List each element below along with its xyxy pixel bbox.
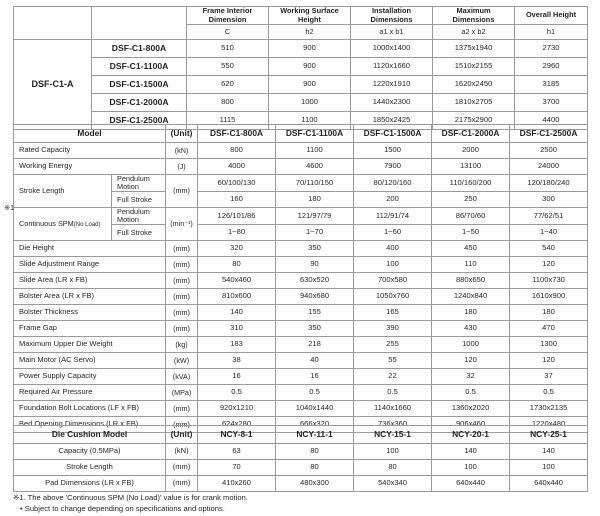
table1-c-0: 510 [187,40,269,58]
table1-h2-0: 900 [269,40,351,58]
table1-h2-2: 900 [269,76,351,94]
table-row [14,273,588,289]
cell-rated-capacity-4: 2500 [510,143,588,159]
cell-stroke-pendulum-2: 80/120/160 [354,175,432,192]
cell-bolster-thickness-4: 180 [510,305,588,321]
cell-slide-area-1: 630x520 [276,273,354,289]
cell-power-supply-3: 32 [432,369,510,385]
row-label-bed-opening-dimensions: Bed Opening Dimensions (LR x FB) [14,417,166,433]
die-cushion-table [13,425,588,492]
row-label-max-upper-die-weight: Maximum Upper Die Weight [14,337,166,353]
table3-model-0: NCY-8-1 [198,426,276,444]
cell-air-pressure-0: 0.5 [198,385,276,401]
table1-a1b1-4: 1850x2425 [351,112,433,130]
cell-slide-area-4: 1100x730 [510,273,588,289]
cell-main-motor-0: 38 [198,353,276,369]
table2-model-4: DSF-C1-2500A [510,125,588,143]
table2-model-1: DSF-C1-1100A [276,125,354,143]
cell-foundation-bolt-3: 1360x2020 [432,401,510,417]
row-unit-bolster-thickness: (mm) [166,305,198,321]
row-unit-working-energy: (J) [166,159,198,175]
table1-model-2: DSF-C1-1500A [92,76,187,94]
table1-model-1: DSF-C1-1100A [92,58,187,76]
row-unit-bed-opening-dimensions: (mm) [166,417,198,433]
cell-bed-opening-2: 736x360 [354,417,432,433]
cell-stroke-pendulum-0: 60/100/130 [198,175,276,192]
row-label-cushion-capacity: Capacity (0.5MPa) [14,444,166,460]
cell-bolster-area-1: 940x680 [276,289,354,305]
cell-working-energy-0: 4000 [198,159,276,175]
table2-header-unit: (Unit) [166,125,198,143]
table1-h1-4: 4400 [515,112,588,130]
table1-header-maximum-dimensions: Maximum Dimensions [433,7,515,25]
table2-model-2: DSF-C1-1500A [354,125,432,143]
table1-h2-4: 1100 [269,112,351,130]
cell-rated-capacity-2: 1500 [354,143,432,159]
cell-foundation-bolt-4: 1730x2135 [510,401,588,417]
cell-cushion-stroke-3: 100 [432,460,510,476]
row-unit-foundation-bolt-locations: (mm) [166,401,198,417]
table1-h1-2: 3185 [515,76,588,94]
table1-a2b2-0: 1375x1940 [433,40,515,58]
table1-header-installation-dimensions: Installation Dimensions [351,7,433,25]
row-label-power-supply-capacity: Power Supply Capacity [14,369,166,385]
cell-cushion-stroke-2: 80 [354,460,432,476]
table-row-header [14,7,588,25]
row-label-bolster-thickness: Bolster Thickness [14,305,166,321]
table1-sub-a2b2: a2 x b2 [433,25,515,40]
table1-header-working-surface-height: Working Surface Height [269,7,351,25]
table1-a1b1-0: 1000x1400 [351,40,433,58]
cell-pad-dimensions-4: 640x440 [510,476,588,492]
table3-model-1: NCY-11-1 [276,426,354,444]
table-row [14,257,588,273]
cell-cushion-capacity-0: 63 [198,444,276,460]
row-label-rated-capacity: Rated Capacity [14,143,166,159]
table-row [14,476,588,492]
row-unit-power-supply-capacity: (kVA) [166,369,198,385]
table2-model-0: DSF-C1-800A [198,125,276,143]
table-row [14,241,588,257]
table1-a1b1-1: 1120x1660 [351,58,433,76]
cell-frame-gap-4: 470 [510,321,588,337]
row-sublabel-stroke-pendulum: Pendulum Motion [112,175,166,192]
row-label-slide-area: Slide Area (LR x FB) [14,273,166,289]
row-unit-rated-capacity: (kN) [166,143,198,159]
cell-max-die-weight-2: 255 [354,337,432,353]
cell-main-motor-3: 120 [432,353,510,369]
cell-bolster-area-2: 1050x760 [354,289,432,305]
cell-working-energy-3: 13100 [432,159,510,175]
cell-bolster-thickness-3: 180 [432,305,510,321]
cell-bolster-area-4: 1610x900 [510,289,588,305]
cell-slide-area-0: 540x460 [198,273,276,289]
table1-sub-h2: h2 [269,25,351,40]
row-unit-max-upper-die-weight: (kg) [166,337,198,353]
row-label-foundation-bolt-locations: Foundation Bolt Locations (LF x FB) [14,401,166,417]
row-label-pad-dimensions: Pad Dimensions (LR x FB) [14,476,166,492]
table-row [14,159,588,175]
cell-frame-gap-1: 350 [276,321,354,337]
row-label-working-energy: Working Energy [14,159,166,175]
row-label-slide-adjustment-range: Slide Adjustment Range [14,257,166,273]
table1-sub-c: C [187,25,269,40]
cell-cushion-capacity-4: 140 [510,444,588,460]
table1-c-1: 550 [187,58,269,76]
cell-stroke-full-1: 180 [276,192,354,208]
table-row [14,401,588,417]
table-row [14,321,588,337]
table-row [14,385,588,401]
cell-stroke-pendulum-3: 110/160/200 [432,175,510,192]
table-row [14,337,588,353]
footnotes [13,492,587,514]
cell-slide-area-3: 880x650 [432,273,510,289]
table1-h1-0: 2730 [515,40,588,58]
table-row [14,460,588,476]
cell-working-energy-2: 7900 [354,159,432,175]
cell-bed-opening-4: 1220x480 [510,417,588,433]
table1-series-label: DSF-C1-A [14,40,92,130]
cell-stroke-full-2: 200 [354,192,432,208]
cell-air-pressure-3: 0.5 [432,385,510,401]
row-unit-slide-adjustment-range: (mm) [166,257,198,273]
table-row-header [14,426,588,444]
table3-model-2: NCY-15-1 [354,426,432,444]
table-row [14,208,588,225]
cell-max-die-weight-0: 183 [198,337,276,353]
cell-rated-capacity-1: 1100 [276,143,354,159]
cell-frame-gap-3: 430 [432,321,510,337]
row-label-continuous-spm-main: Continuous SPM [19,218,74,228]
table1-model-4: DSF-C1-2500A [92,112,187,130]
table-row [14,76,588,94]
cell-foundation-bolt-2: 1140x1660 [354,401,432,417]
cell-stroke-full-0: 160 [198,192,276,208]
cell-cushion-capacity-2: 100 [354,444,432,460]
row-sublabel-stroke-full: Full Stroke [112,192,166,208]
row-label-continuous-spm-sub: (No Load) [73,221,101,228]
cell-rated-capacity-3: 2000 [432,143,510,159]
cell-die-height-1: 350 [276,241,354,257]
table1-model-header [92,7,187,40]
table3-header-unit: (Unit) [166,426,198,444]
row-label-stroke-length: Stroke Length [14,175,112,208]
cell-cushion-capacity-1: 80 [276,444,354,460]
cell-slide-adjustment-2: 100 [354,257,432,273]
cell-slide-adjustment-1: 90 [276,257,354,273]
cell-spm-pendulum-0: 126/101/86 [198,208,276,225]
table1-model-0: DSF-C1-800A [92,40,187,58]
table1-a1b1-3: 1440x2300 [351,94,433,112]
cell-spm-pendulum-4: 77/62/51 [510,208,588,225]
cell-foundation-bolt-1: 1040x1440 [276,401,354,417]
row-label-cushion-stroke-length: Stroke Length [14,460,166,476]
cell-slide-adjustment-0: 80 [198,257,276,273]
cell-main-motor-4: 120 [510,353,588,369]
table1-sub-h1: h1 [515,25,588,40]
table1-c-4: 1115 [187,112,269,130]
cell-power-supply-0: 16 [198,369,276,385]
table1-h1-1: 2960 [515,58,588,76]
cell-spm-full-1: 1~70 [276,225,354,241]
cell-bolster-thickness-1: 155 [276,305,354,321]
dimensions-table [13,6,588,130]
cell-power-supply-2: 22 [354,369,432,385]
cell-bolster-thickness-0: 140 [198,305,276,321]
cell-air-pressure-4: 0.5 [510,385,588,401]
cell-bed-opening-0: 624x280 [198,417,276,433]
row-unit-frame-gap: (mm) [166,321,198,337]
table3-model-4: NCY-25-1 [510,426,588,444]
cell-pad-dimensions-1: 480x300 [276,476,354,492]
table1-h2-1: 900 [269,58,351,76]
row-label-die-height: Die Height [14,241,166,257]
cell-spm-full-2: 1~60 [354,225,432,241]
table3-model-3: NCY-20-1 [432,426,510,444]
table1-a1b1-2: 1220x1910 [351,76,433,94]
table-row [14,58,588,76]
cell-spm-pendulum-2: 112/91/74 [354,208,432,225]
row-unit-stroke-length: (mm) [166,175,198,208]
dimensions-table-wrapper [13,6,587,130]
table1-h2-3: 1000 [269,94,351,112]
specifications-table [13,124,588,433]
die-cushion-table-wrapper [13,425,587,492]
cell-foundation-bolt-0: 920x1210 [198,401,276,417]
cell-cushion-stroke-1: 80 [276,460,354,476]
table1-c-2: 620 [187,76,269,94]
cell-air-pressure-2: 0.5 [354,385,432,401]
table1-header-overall-height: Overall Height [515,7,588,25]
table-row [14,94,588,112]
cell-spm-pendulum-3: 86/70/60 [432,208,510,225]
table-row [14,143,588,159]
row-label-frame-gap: Frame Gap [14,321,166,337]
cell-frame-gap-2: 390 [354,321,432,337]
cell-stroke-full-3: 250 [432,192,510,208]
table1-header-frame-interior: Frame Interior Dimension [187,7,269,25]
cell-stroke-pendulum-1: 70/110/150 [276,175,354,192]
cell-die-height-0: 320 [198,241,276,257]
row-unit-die-height: (mm) [166,241,198,257]
cell-spm-full-3: 1~50 [432,225,510,241]
row-unit-main-motor: (kW) [166,353,198,369]
footnote-marker: ※1 [4,205,14,212]
cell-die-height-4: 540 [510,241,588,257]
table-row [14,305,588,321]
footnote-2: • Subject to change depending on specifications and options. [20,504,225,513]
cell-rated-capacity-0: 800 [198,143,276,159]
row-unit-bolster-area: (mm) [166,289,198,305]
table-row [14,353,588,369]
table-row [14,369,588,385]
row-unit-continuous-spm: (min⁻¹) [166,208,198,241]
cell-main-motor-1: 40 [276,353,354,369]
cell-cushion-capacity-3: 140 [432,444,510,460]
cell-bed-opening-1: 666x320 [276,417,354,433]
table2-model-3: DSF-C1-2000A [432,125,510,143]
cell-power-supply-4: 37 [510,369,588,385]
cell-working-energy-1: 4600 [276,159,354,175]
row-sublabel-spm-pendulum: Pendulum Motion [112,208,166,225]
cell-slide-area-2: 700x580 [354,273,432,289]
table1-sub-a1b1: a1 x b1 [351,25,433,40]
table1-c-3: 800 [187,94,269,112]
cell-spm-pendulum-1: 121/97/79 [276,208,354,225]
cell-pad-dimensions-0: 410x260 [198,476,276,492]
table1-a2b2-4: 2175x2900 [433,112,515,130]
cell-slide-adjustment-3: 110 [432,257,510,273]
row-sublabel-spm-full: Full Stroke [112,225,166,241]
cell-spm-full-4: 1~40 [510,225,588,241]
row-label-required-air-pressure: Required Air Pressure [14,385,166,401]
cell-die-height-2: 400 [354,241,432,257]
cell-cushion-stroke-0: 70 [198,460,276,476]
cell-max-die-weight-3: 1000 [432,337,510,353]
cell-bolster-thickness-2: 165 [354,305,432,321]
cell-stroke-full-4: 300 [510,192,588,208]
table1-a2b2-2: 1620x2450 [433,76,515,94]
table1-h1-3: 3700 [515,94,588,112]
cell-pad-dimensions-2: 540x340 [354,476,432,492]
cell-air-pressure-1: 0.5 [276,385,354,401]
row-label-bolster-area: Bolster Area (LR x FB) [14,289,166,305]
table-row [14,40,588,58]
cell-bolster-area-3: 1240x840 [432,289,510,305]
cell-cushion-stroke-4: 100 [510,460,588,476]
table1-a2b2-1: 1510x2155 [433,58,515,76]
cell-main-motor-2: 55 [354,353,432,369]
row-unit-cushion-stroke-length: (mm) [166,460,198,476]
table-row [14,289,588,305]
cell-spm-full-0: 1~80 [198,225,276,241]
cell-frame-gap-0: 310 [198,321,276,337]
table2-header-model: Model [14,125,166,143]
cell-working-energy-4: 24000 [510,159,588,175]
table-row-header [14,125,588,143]
specifications-table-wrapper [13,124,587,433]
cell-bolster-area-0: 810x600 [198,289,276,305]
table1-a2b2-3: 1810x2705 [433,94,515,112]
cell-power-supply-1: 16 [276,369,354,385]
cell-stroke-pendulum-4: 120/180/240 [510,175,588,192]
row-unit-cushion-capacity: (kN) [166,444,198,460]
cell-bed-opening-3: 906x460 [432,417,510,433]
table3-header-model: Die Cushion Model [14,426,166,444]
table1-corner-cell [14,7,92,40]
cell-slide-adjustment-4: 120 [510,257,588,273]
cell-max-die-weight-1: 218 [276,337,354,353]
row-unit-pad-dimensions: (mm) [166,476,198,492]
row-label-main-motor: Main Motor (AC Servo) [14,353,166,369]
row-unit-required-air-pressure: (MPa) [166,385,198,401]
cell-pad-dimensions-3: 640x440 [432,476,510,492]
table-row [14,444,588,460]
cell-max-die-weight-4: 1300 [510,337,588,353]
row-unit-slide-area: (mm) [166,273,198,289]
row-label-continuous-spm [14,208,112,241]
table-row [14,175,588,192]
cell-die-height-3: 450 [432,241,510,257]
table1-model-3: DSF-C1-2000A [92,94,187,112]
footnote-1: ※1. The above 'Continuous SPM (No Load)' value is for crank motion. [13,493,248,502]
